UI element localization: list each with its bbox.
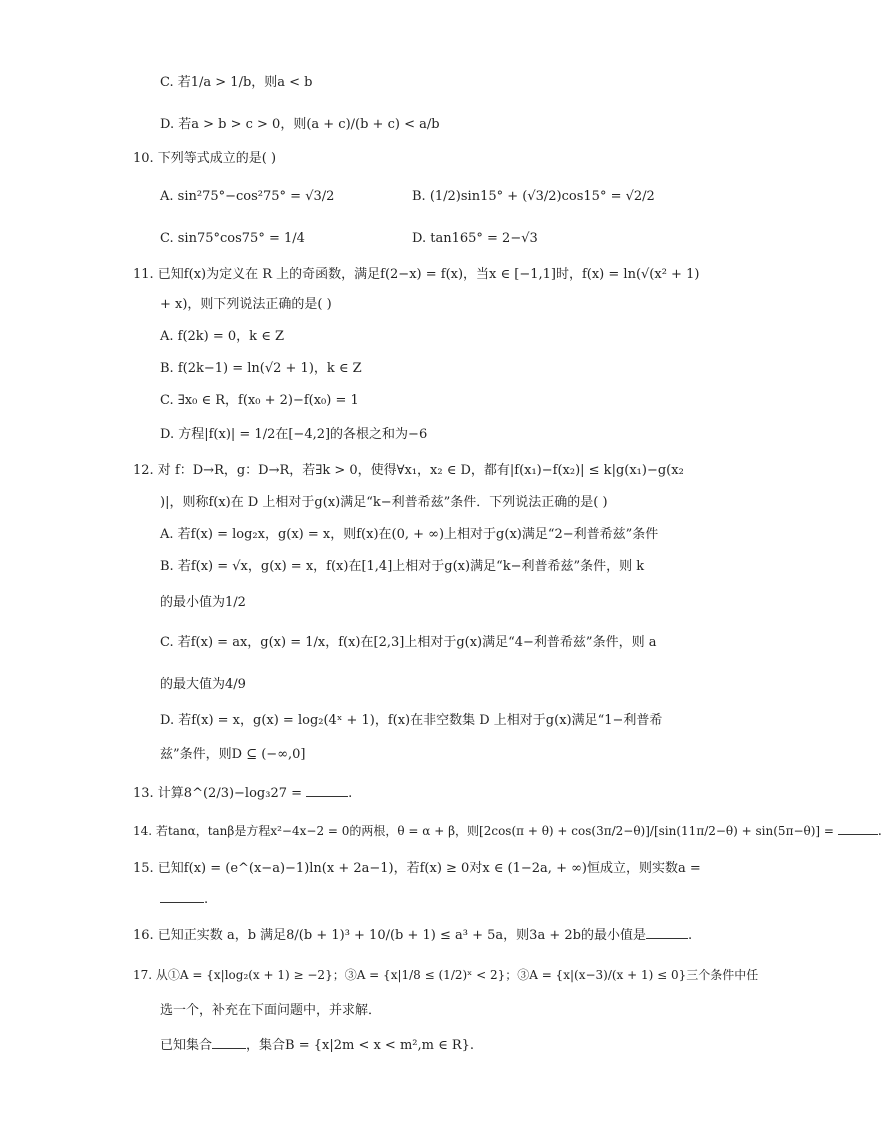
answer-blank[interactable] — [212, 1036, 246, 1049]
question-14 — [133, 822, 882, 841]
option-12c-line1: C. 若f(x) = ax，g(x) = 1/x，f(x)在[2,3]上相对于g(x)满足“4−利普希兹”条件，则 a — [160, 635, 657, 650]
question-15-line1: 15. 已知f(x) = (e^(x−a)−1)ln(x + 2a−1)，若f(x) ≥ 0对x ∈ (1−2a, + ∞)恒成立，则实数a = — [133, 861, 701, 876]
question-10: 10. 下列等式成立的是( ) — [133, 151, 277, 166]
question-17-text-a: 已知集合 — [160, 1038, 213, 1053]
option-10c: C. sin75°cos75° = 1/4 — [160, 231, 305, 246]
option-11c: C. ∃x₀ ∈ R，f(x₀ + 2)−f(x₀) = 1 — [160, 393, 359, 408]
option-10a: A. sin²75°−cos²75° = √3/2 — [160, 189, 335, 204]
period: . — [204, 892, 209, 907]
option-12b-line1: B. 若f(x) = √x，g(x) = x，f(x)在[1,4]上相对于g(x)满足“k−利普希兹”条件，则 k — [160, 559, 645, 574]
question-16-text: 16. 已知正实数 a，b 满足8/(b + 1)³ + 10/(b + 1) ≤ a³ + 5a，则3a + 2b的最小值是 — [133, 928, 646, 943]
option-10b: B. (1/2)sin15° + (√3/2)cos15° = √2/2 — [412, 189, 655, 204]
question-12-line2: )|，则称f(x)在 D 上相对于g(x)满足“k−利普希兹”条件．下列说法正确的是( ) — [160, 495, 608, 510]
option-10d: D. tan165° = 2−√3 — [412, 231, 538, 246]
question-17-line3 — [160, 1036, 474, 1055]
answer-blank[interactable] — [838, 822, 878, 835]
option-12a: A. 若f(x) = log₂x，g(x) = x，则f(x)在(0, + ∞)上相对于g(x)满足“2−利普希兹”条件 — [160, 527, 659, 542]
answer-blank[interactable] — [646, 926, 688, 939]
question-15-line2 — [160, 890, 208, 909]
period: . — [348, 786, 353, 801]
period: . — [687, 928, 693, 943]
option-12d-line2: 兹”条件，则D ⊆ (−∞,0] — [160, 747, 306, 762]
option-9c: C. 若1/a > 1/b，则a < b — [160, 75, 313, 90]
option-11a: A. f(2k) = 0，k ∈ Z — [160, 329, 284, 344]
option-11b: B. f(2k−1) = ln(√2 + 1)，k ∈ Z — [160, 361, 362, 376]
question-13 — [133, 784, 352, 803]
option-11d: D. 方程|f(x)| = 1/2在[−4,2]的各根之和为−6 — [160, 427, 428, 442]
answer-blank[interactable] — [306, 784, 348, 797]
question-17-text-b: ，集合B = {x|2m < x < m²,m ∈ R}. — [246, 1038, 475, 1053]
question-17-line1: 17. 从①A = {x|log₂(x + 1) ≥ −2}；③A = {x|1/8 ≤ (1/2)ˣ < 2}；③A = {x|(x−3)/(x + 1) ≤ 0}三个条件中任 — [133, 968, 759, 982]
question-14-text: 14. 若tanα，tanβ是方程x²−4x−2 = 0的两根，θ = α + β，则[2cos(π + θ) + cos(3π/2−θ)]/[sin(11π/2−θ) + sin(5π−θ)] = — [133, 824, 838, 838]
option-12c-line2: 的最大值为4/9 — [160, 677, 246, 692]
question-16 — [133, 926, 692, 945]
option-12b-line2: 的最小值为1/2 — [160, 595, 246, 610]
question-17-line2: 选一个，补充在下面问题中，并求解． — [160, 1003, 382, 1018]
answer-blank[interactable] — [160, 890, 204, 903]
option-9d: D. 若a > b > c > 0，则(a + c)/(b + c) < a/b — [160, 117, 440, 132]
option-12d-line1: D. 若f(x) = x，g(x) = log₂(4ˣ + 1)，f(x)在非空数集 D 上相对于g(x)满足“1−利普希 — [160, 713, 663, 728]
question-11-line1: 11. 已知f(x)为定义在 R 上的奇函数，满足f(2−x) = f(x)，当x ∈ [−1,1]时，f(x) = ln(√(x² + 1) — [133, 267, 700, 282]
question-13-text: 13. 计算8^(2/3)−log₃27 = — [133, 786, 307, 801]
period: . — [877, 824, 882, 839]
question-12-line1: 12. 对 f：D→R，g：D→R，若∃k > 0，使得∀x₁，x₂ ∈ D，都有|f(x₁)−f(x₂)| ≤ k|g(x₁)−g(x₂ — [133, 463, 684, 478]
question-11-line2: + x)，则下列说法正确的是( ) — [160, 297, 332, 312]
